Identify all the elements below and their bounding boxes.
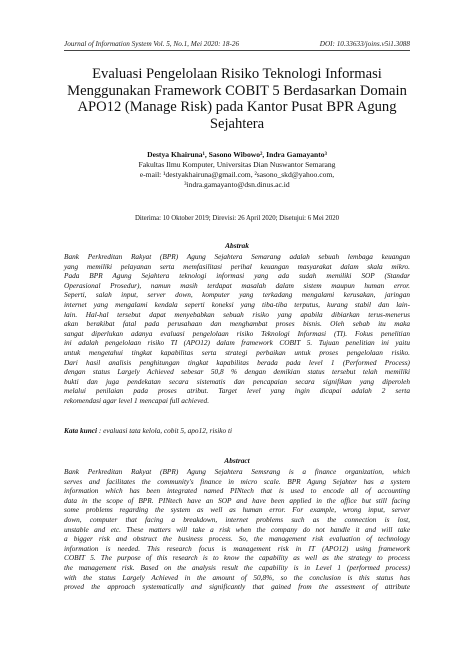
affiliation: Fakultas Ilmu Komputer, Universitas Dian Nuswantor Semarang bbox=[138, 160, 336, 169]
text-line: Pada BPR Agung Sejahtera teknologi informasi yang ada sudah memiliki SOP (Standar bbox=[64, 271, 410, 281]
text-line: ini adalah pengelolaan risiko TI (APO12) dalam framework COBIT 5. Tujuan penelitian ini yaitu bbox=[64, 338, 410, 348]
text-line: some problems regarding the system as well as human error. For example, wrong input, server bbox=[64, 505, 410, 515]
text-line: Bank Perkreditan Rakyat (BPR) Agung Sejahtera Semsrang is a finance organization, which bbox=[64, 467, 410, 476]
text-line: sangat diperlukan adanya evaluasi pengelolaan risiko Teknologi Informasi (TI). Fokus penelitian bbox=[64, 328, 410, 338]
journal-citation: Journal of Information System Vol. 5, No.1, Mei 2020: 18-26 bbox=[64, 40, 240, 48]
text-line: proved the approach systematically and significantly that gained from the assesment of attribute bbox=[64, 582, 410, 592]
abstrak-heading: Abstrak bbox=[225, 241, 249, 250]
keywords bbox=[64, 426, 410, 435]
text-line: Bank Perkreditan Rakyat (BPR) Agung Sejahtera Semarang adalah sebuah lembaga keuangan bbox=[64, 252, 410, 261]
text-line: Dari hasil analisis penghitungan tingkat kapabilitas berada pada level 1 (Performed Process) bbox=[64, 357, 410, 367]
text-line: COBIT 5. The purpose of this research is to know the capability as well as the strategy to process bbox=[64, 553, 410, 563]
text-line: information which has been integrated named PINtech that is used to encode all of accounting bbox=[64, 486, 410, 496]
text-line: bukti dan juga pendekatan secara sistematis dan pencapaian secara signifikan yang diperoleh bbox=[64, 376, 410, 386]
text-line: Operasional Prosedur), namun masih terdapat masalah dalam sistem maupun human error. bbox=[64, 280, 410, 290]
doi: DOI: 10.33633/joins.v5i1.3088 bbox=[319, 40, 410, 48]
text-line: with the status Largely Achieved in the amount of 50,8%, so the conclusion is this status has bbox=[64, 572, 410, 582]
abstrak-body bbox=[64, 252, 410, 406]
keywords-label: Kata kunci bbox=[64, 426, 98, 435]
text-line: lain. Hal-hal tersebut dapat menyebabkan sebuah risiko yang apabila dibiarkan terus-menerus bbox=[64, 309, 410, 319]
text-line: akan berakibat fatal pada perusahaan dan menghambat proses bisnis. Oleh sebab itu maka bbox=[64, 319, 410, 329]
text-line: dengan status Largely Achieved sebesar 50,8 % dengan demikian status tersebut telah memiliki bbox=[64, 367, 410, 377]
text-line: serves and facilitates the community's finance in micro scale. BPR Agung Sejahter has a system bbox=[64, 476, 410, 486]
text-line: untuk mengetahui tingkat kapabilitas serta strategi perbaikan untuk proses pengelolaan risiko. bbox=[64, 347, 410, 357]
text-line: rekomendasi agar level 1 mencapai full achieved. bbox=[64, 395, 210, 405]
title-line: Sejahtera bbox=[209, 115, 265, 132]
abstract-heading: Abstract bbox=[224, 456, 250, 465]
email-line: e-mail: ¹destyakhairuna@gmail.com, ²sasono_skd@yahoo.com, bbox=[139, 170, 335, 179]
text-line: Seperti, salah input, server down, komputer yang terkadang mengalami kerusakan, jaringan bbox=[64, 290, 410, 300]
paper-title bbox=[60, 66, 414, 132]
text-line: yang memiliki pelayanan serta memfasilitasi perihal keuangan masyarakat dalam skala mikro. bbox=[64, 261, 410, 271]
text-line: down, computer that facing a breakdown, internet problems such as the connection is lost, bbox=[64, 514, 410, 524]
submission-dates: Diterima: 10 Oktober 2019; Direvisi: 26 April 2020; Disetujui: 6 Mei 2020 bbox=[134, 215, 340, 222]
text-line: melalui penilaian pada proses atribut. Target level yang ingin dicapai adalah 2 serta bbox=[64, 386, 410, 396]
text-line: the management risk. Based on the analysis result the capability is in Level 1 (performed process) bbox=[64, 562, 410, 572]
text-line: internet yang mengalami kendala seperti koneksi yang tiba-tiba terputus, kurang stabil dan lain- bbox=[64, 299, 410, 309]
text-line: unstable and etc. These matters will take a risk when the company do not handle it and will take bbox=[64, 524, 410, 534]
title-line: Evaluasi Pengelolaan Risiko Teknologi Informasi bbox=[92, 66, 382, 82]
title-line: APO12 (Manage Risk) pada Kantor Pusat BPR Agung bbox=[77, 99, 397, 116]
text-line: data in the scope of BPR. PINtech have an SOP and have been applied in the office but still facing bbox=[64, 495, 410, 505]
author-names: Destya Khairuna¹, Sasono Wibowo², Indra Gamayanto³ bbox=[147, 150, 327, 159]
author-block bbox=[60, 150, 414, 190]
running-header bbox=[64, 40, 410, 51]
text-line: a bigger risk and obstruct the business process. So, the management risk evaluation of technology bbox=[64, 534, 410, 544]
email-line: ³indra.gamayanto@dsn.dinus.ac.id bbox=[184, 180, 290, 189]
abstract-body bbox=[64, 467, 410, 592]
text-line: information is needed. This research focus is management risk in IT (APO12) using framework bbox=[64, 543, 410, 553]
keywords-value: : evaluasi tata kelola, cobit 5, apo12, risiko ti bbox=[97, 426, 233, 435]
title-line: Menggunakan Framework COBIT 5 Berdasarkan Domain bbox=[67, 82, 407, 99]
